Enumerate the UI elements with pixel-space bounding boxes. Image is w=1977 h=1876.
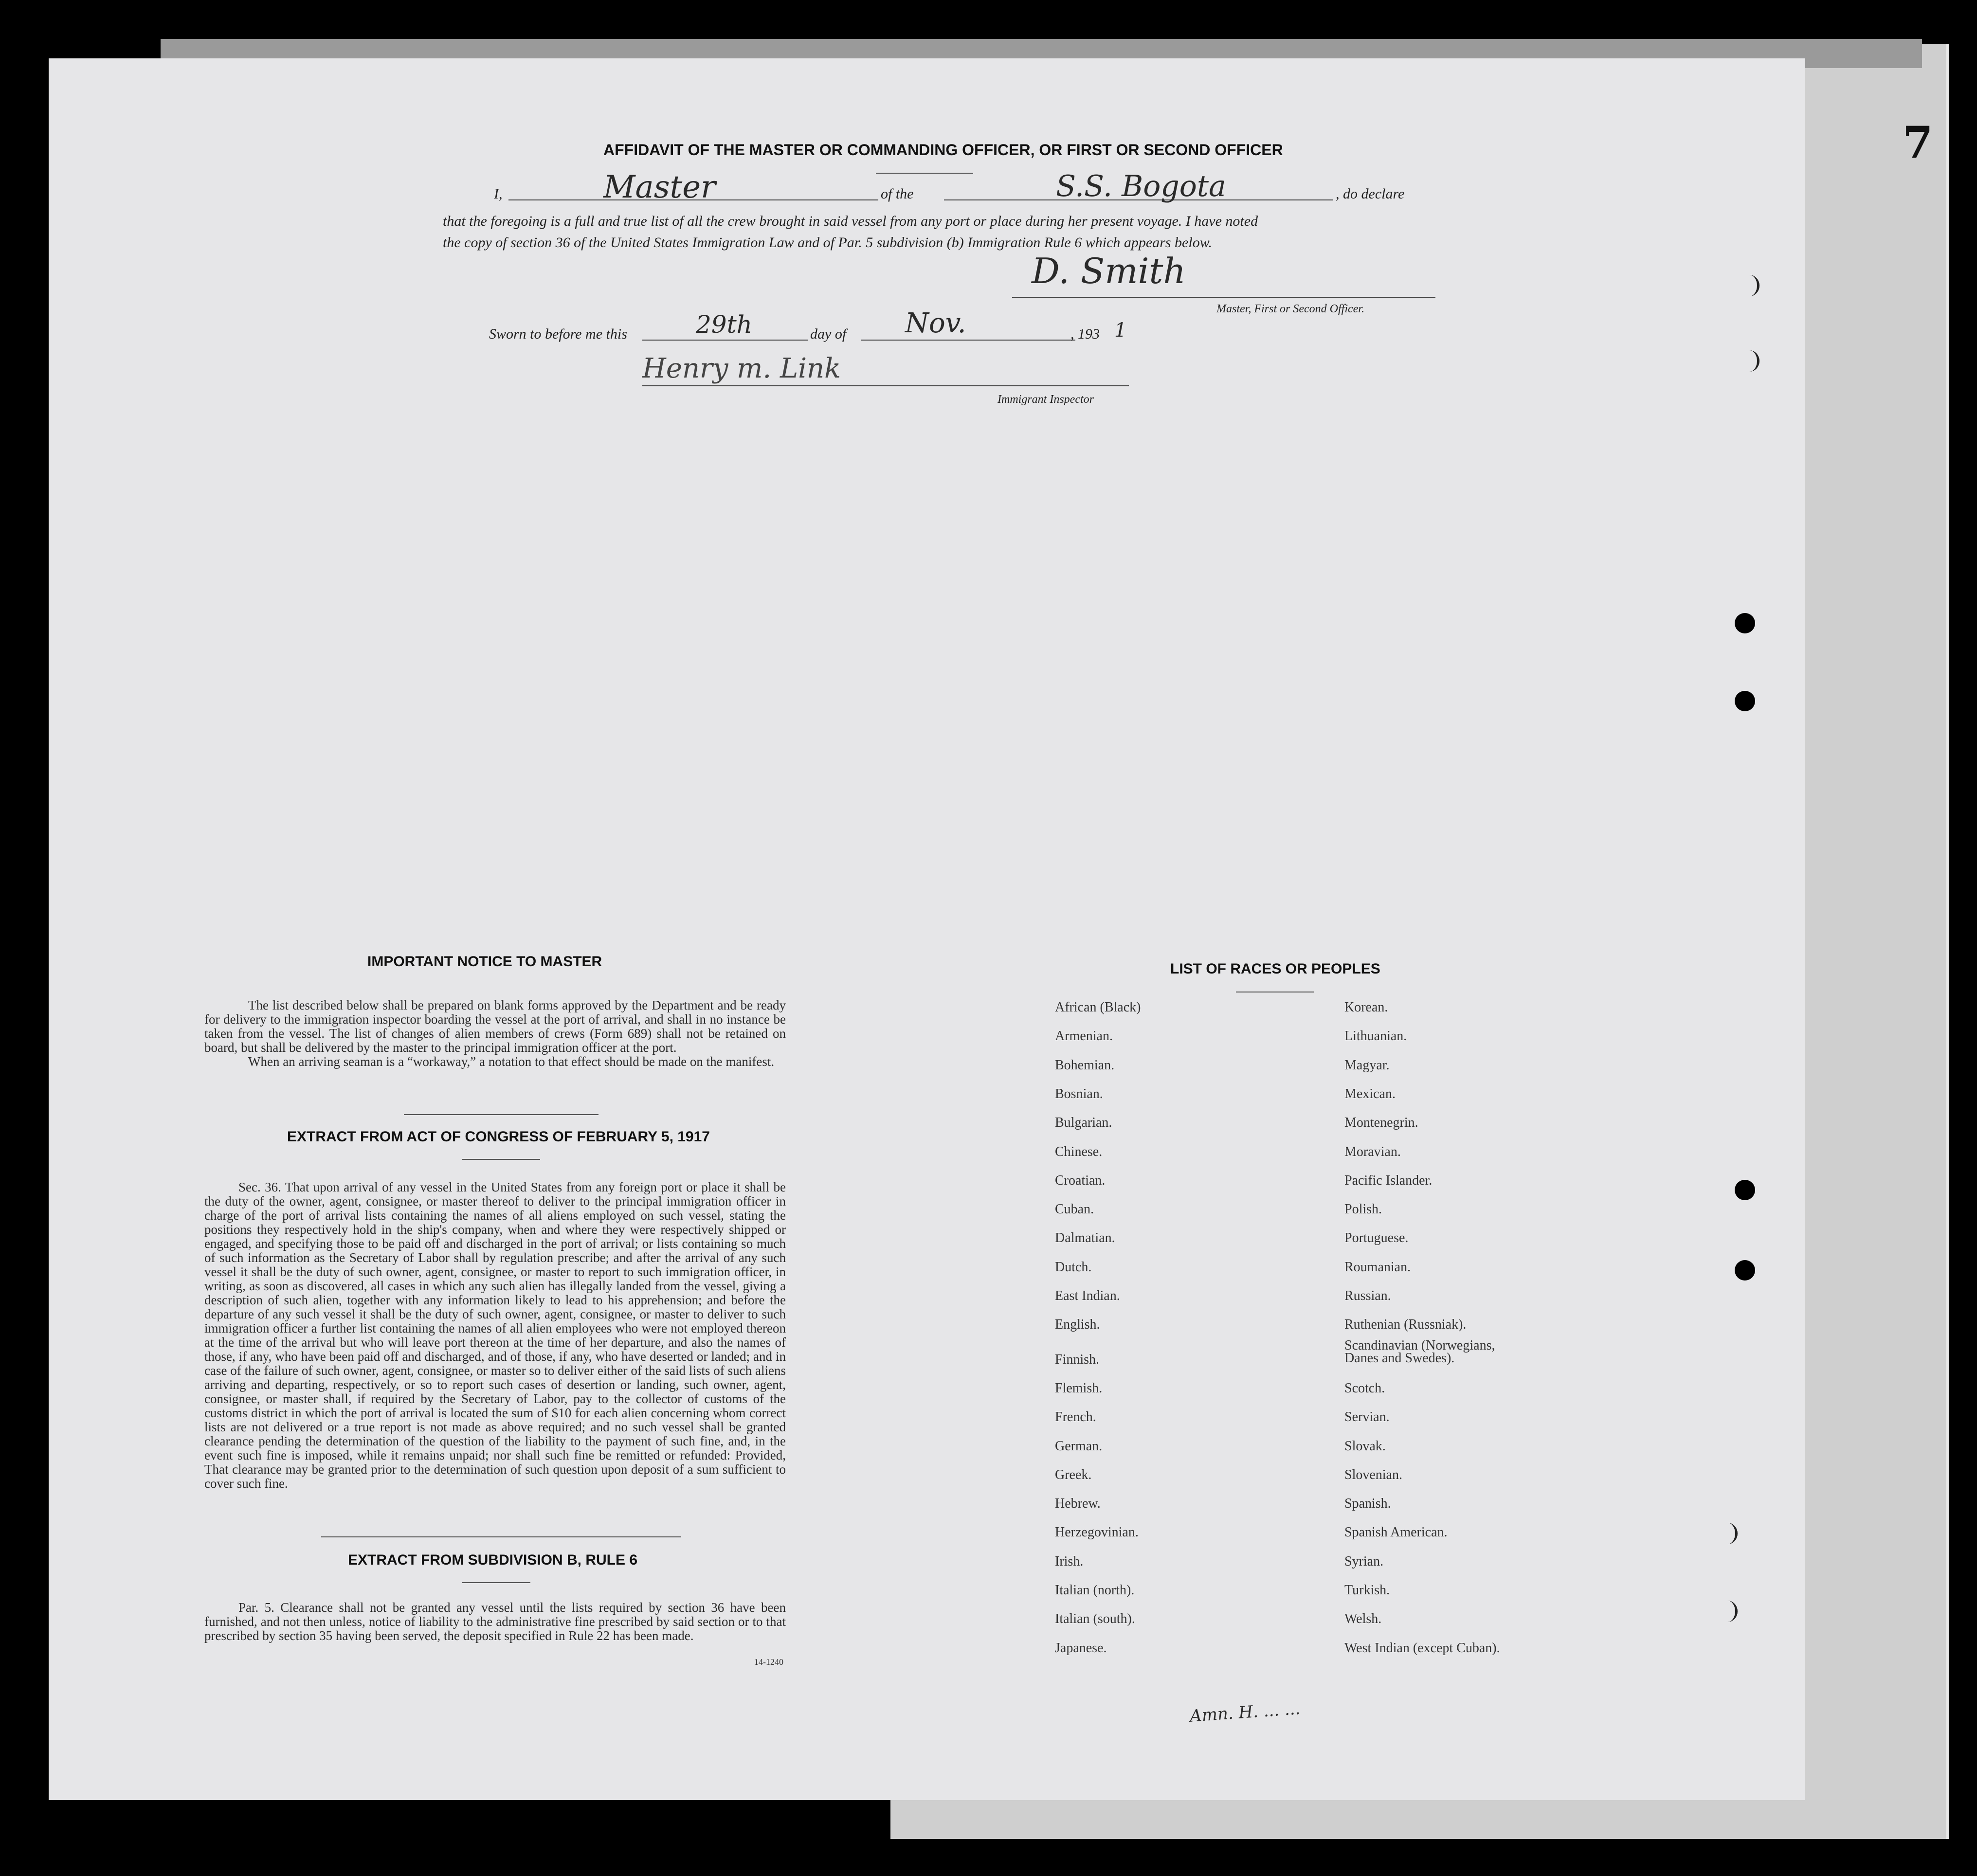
sworn-month-line [861,340,1075,341]
divider [876,173,973,174]
punch-hole [1718,1523,1738,1544]
race-item: Herzegovinian. [1055,1525,1139,1540]
extract-1-title: EXTRACT FROM ACT OF CONGRESS OF FEBRUARY 5, 1917 [287,1129,710,1145]
race-item: Croatian. [1055,1173,1106,1188]
race-item: Bosnian. [1055,1086,1103,1101]
race-item: Italian (north). [1055,1583,1135,1598]
race-item: Cuban. [1055,1202,1094,1217]
extract-2-title: EXTRACT FROM SUBDIVISION B, RULE 6 [348,1552,638,1568]
do-declare-label: , do declare [1336,186,1405,202]
sworn-label: Sworn to before me this [489,326,627,342]
inspector-caption: Immigrant Inspector [998,393,1094,406]
inspector-signature: Henry m. Link [642,353,841,384]
race-item: East Indian. [1055,1288,1120,1303]
sworn-day-line [642,340,808,341]
race-item: Slovenian. [1344,1467,1402,1482]
year-prefix: , 193 [1070,326,1100,342]
race-item: Scotch. [1344,1381,1385,1396]
affidavit-line-3: the copy of section 36 of the United States Immigration Law and of Par. 5 subdivision (b) Immigration Rule 6 which appears below. [443,234,1212,251]
race-item: Flemish. [1055,1381,1103,1396]
race-item: Pacific Islander. [1344,1173,1433,1188]
race-item: Magyar. [1344,1058,1390,1073]
punch-hole [1735,1180,1755,1200]
punch-hole [1740,275,1759,296]
race-item: Bulgarian. [1055,1115,1112,1130]
race-item: Roumanian. [1344,1260,1411,1275]
punch-hole [1740,350,1759,372]
race-item: Montenegrin. [1344,1115,1418,1130]
sworn-month: Nov. [905,307,966,339]
race-item: Mexican. [1344,1086,1396,1101]
race-item: Japanese. [1055,1641,1107,1656]
signature-line [1012,297,1435,298]
rule-6-text: Par. 5. Clearance shall not be granted any vessel until the lists required by section 36 have been furnished, and not then unless, notice of liability to the administrative fine prescribed by said section or to that prescribed by section 35 having been served, the deposit specified in Rule 22 has been made. [204,1600,786,1643]
races-title: LIST OF RACES OR PEOPLES [1170,961,1380,977]
notice-paragraph-2: When an arriving seaman is a “workaway,” a notation to that effect should be made on the manifest. [248,1054,775,1069]
race-item: Polish. [1344,1202,1382,1217]
race-item: Portuguese. [1344,1230,1409,1245]
race-item: Spanish American. [1344,1525,1448,1540]
divider [321,1536,681,1537]
inspector-line [642,385,1129,386]
punch-hole [1735,1260,1755,1281]
race-item: West Indian (except Cuban). [1344,1641,1500,1656]
signature-caption: Master, First or Second Officer. [1216,303,1364,315]
race-item: Slovak. [1344,1439,1386,1454]
divider [462,1159,540,1160]
race-item: Armenian. [1055,1028,1113,1044]
punch-hole [1735,613,1755,633]
affidavit-i-label: I, [494,186,503,202]
year-suffix: 1 [1114,319,1127,342]
sheet-number: 7 [1903,117,1933,168]
race-item: Welsh. [1344,1611,1382,1626]
section-36-text: Sec. 36. That upon arrival of any vessel in the United States from any foreign port or place it shall be the duty of the owner, agent, consignee, or master thereof to deliver to the principal immigration officer in charge of the port of arrival lists containing the names of all aliens employed on such vessel, stating the positions they respectively hold in the ship's company, when and where they were respectively shipped or engaged, and specifying those to be paid off and discharged in the port of arrival; or lists containing so much of such information as the Secretary of Labor shall by regulation prescribe; and after the arrival of any such vessel it shall be the duty of such owner, agent, consignee, or master to report to such immigration officer, in writing, as soon as discovered, all cases in which any such alien has illegally landed from the vessel, giving a description of such alien, together with any information likely to lead to his apprehension; and before the departure of any such vessel it shall be the duty of such owner, agent, consignee, or master to deliver to such immigration officer a further list containing the names of all alien employees who were not employed thereon at the time of the arrival but who will leave port thereon at the time of her departure, and also the names of those, if any, who have been paid off and discharged, and of those, if any, who have deserted or landed; and in case of the failure of such owner, agent, consignee, or master so to deliver either of the said lists of such aliens arriving and departing, respectively, or so to report such cases of desertion or landing, such owner, agent, consignee, or master shall, if required by the Secretary of Labor, pay to the collector of customs of the customs district in which the port of arrival is located the sum of $10 for each alien concerning whom correct lists are not delivered or a true report is not made as above required; and no such vessel shall be granted clearance pending the determination of the question of the liability to the payment of such fine, and, in the event such fine is imposed, while it remains unpaid; nor shall such fine be remitted or refunded: Provided, That clearance may be granted prior to the determination of such question upon deposit of a sum sufficient to cover such fine. [204,1180,786,1491]
notice-paragraph-1: The list described below shall be prepared on blank forms approved by the Department and be ready for delivery to the immigration inspector boarding the vessel at the port of arrival, and shall in no instance be taken from the vessel. The list of changes of alien members of crews (Form 689) shall not be retained on board, but shall be delivered by the master to the principal immigration officer at the port. [204,998,786,1055]
race-item: Greek. [1055,1467,1092,1482]
race-item: Finnish. [1055,1352,1100,1367]
race-item: Servian. [1344,1409,1390,1425]
race-item: Scandinavian (Norwegians, Danes and Swedes). [1344,1338,1495,1366]
affidavit-line-2: that the foregoing is a full and true list of all the crew brought in said vessel from any port or place during her present voyage. I have noted [443,213,1258,229]
vessel-handwritten: S.S. Bogota [1056,169,1226,203]
race-item: Dalmatian. [1055,1230,1115,1245]
race-item: Syrian. [1344,1554,1384,1569]
affidavit-title: AFFIDAVIT OF THE MASTER OR COMMANDING OFFICER, OR FIRST OR SECOND OFFICER [603,141,1283,159]
race-item: Ruthenian (Russniak). [1344,1317,1467,1332]
race-item: Moravian. [1344,1144,1401,1159]
bottom-scribble: Amn. H. ... ... [1189,1699,1301,1726]
race-item: Spanish. [1344,1496,1391,1511]
master-signature: D. Smith [1032,251,1186,291]
sworn-day: 29th [696,310,752,339]
race-item: French. [1055,1409,1096,1425]
race-item: Dutch. [1055,1260,1092,1275]
divider [462,1582,530,1583]
document-page [49,58,1805,1800]
notice-body [204,998,786,1069]
race-item: Bohemian. [1055,1058,1115,1073]
extract-1-body [204,1180,786,1491]
race-item: Hebrew. [1055,1496,1101,1511]
race-item: Chinese. [1055,1144,1103,1159]
race-item: Italian (south). [1055,1611,1135,1626]
punch-hole [1718,1601,1738,1622]
race-item: Lithuanian. [1344,1028,1407,1044]
of-the-label: of the [881,186,914,202]
race-item: African (Black) [1055,1000,1141,1015]
day-of-label: day of [810,326,847,342]
form-number: 14-1240 [754,1657,783,1667]
punch-hole [1735,691,1755,711]
divider [404,1114,599,1115]
race-item: Russian. [1344,1288,1391,1303]
notice-title: IMPORTANT NOTICE TO MASTER [367,954,602,970]
race-item: English. [1055,1317,1100,1332]
rank-handwritten: Master [603,169,716,205]
extract-2-body [204,1601,786,1643]
race-item: German. [1055,1439,1103,1454]
race-item: Irish. [1055,1554,1084,1569]
race-item: Turkish. [1344,1583,1390,1598]
race-item: Korean. [1344,1000,1388,1015]
